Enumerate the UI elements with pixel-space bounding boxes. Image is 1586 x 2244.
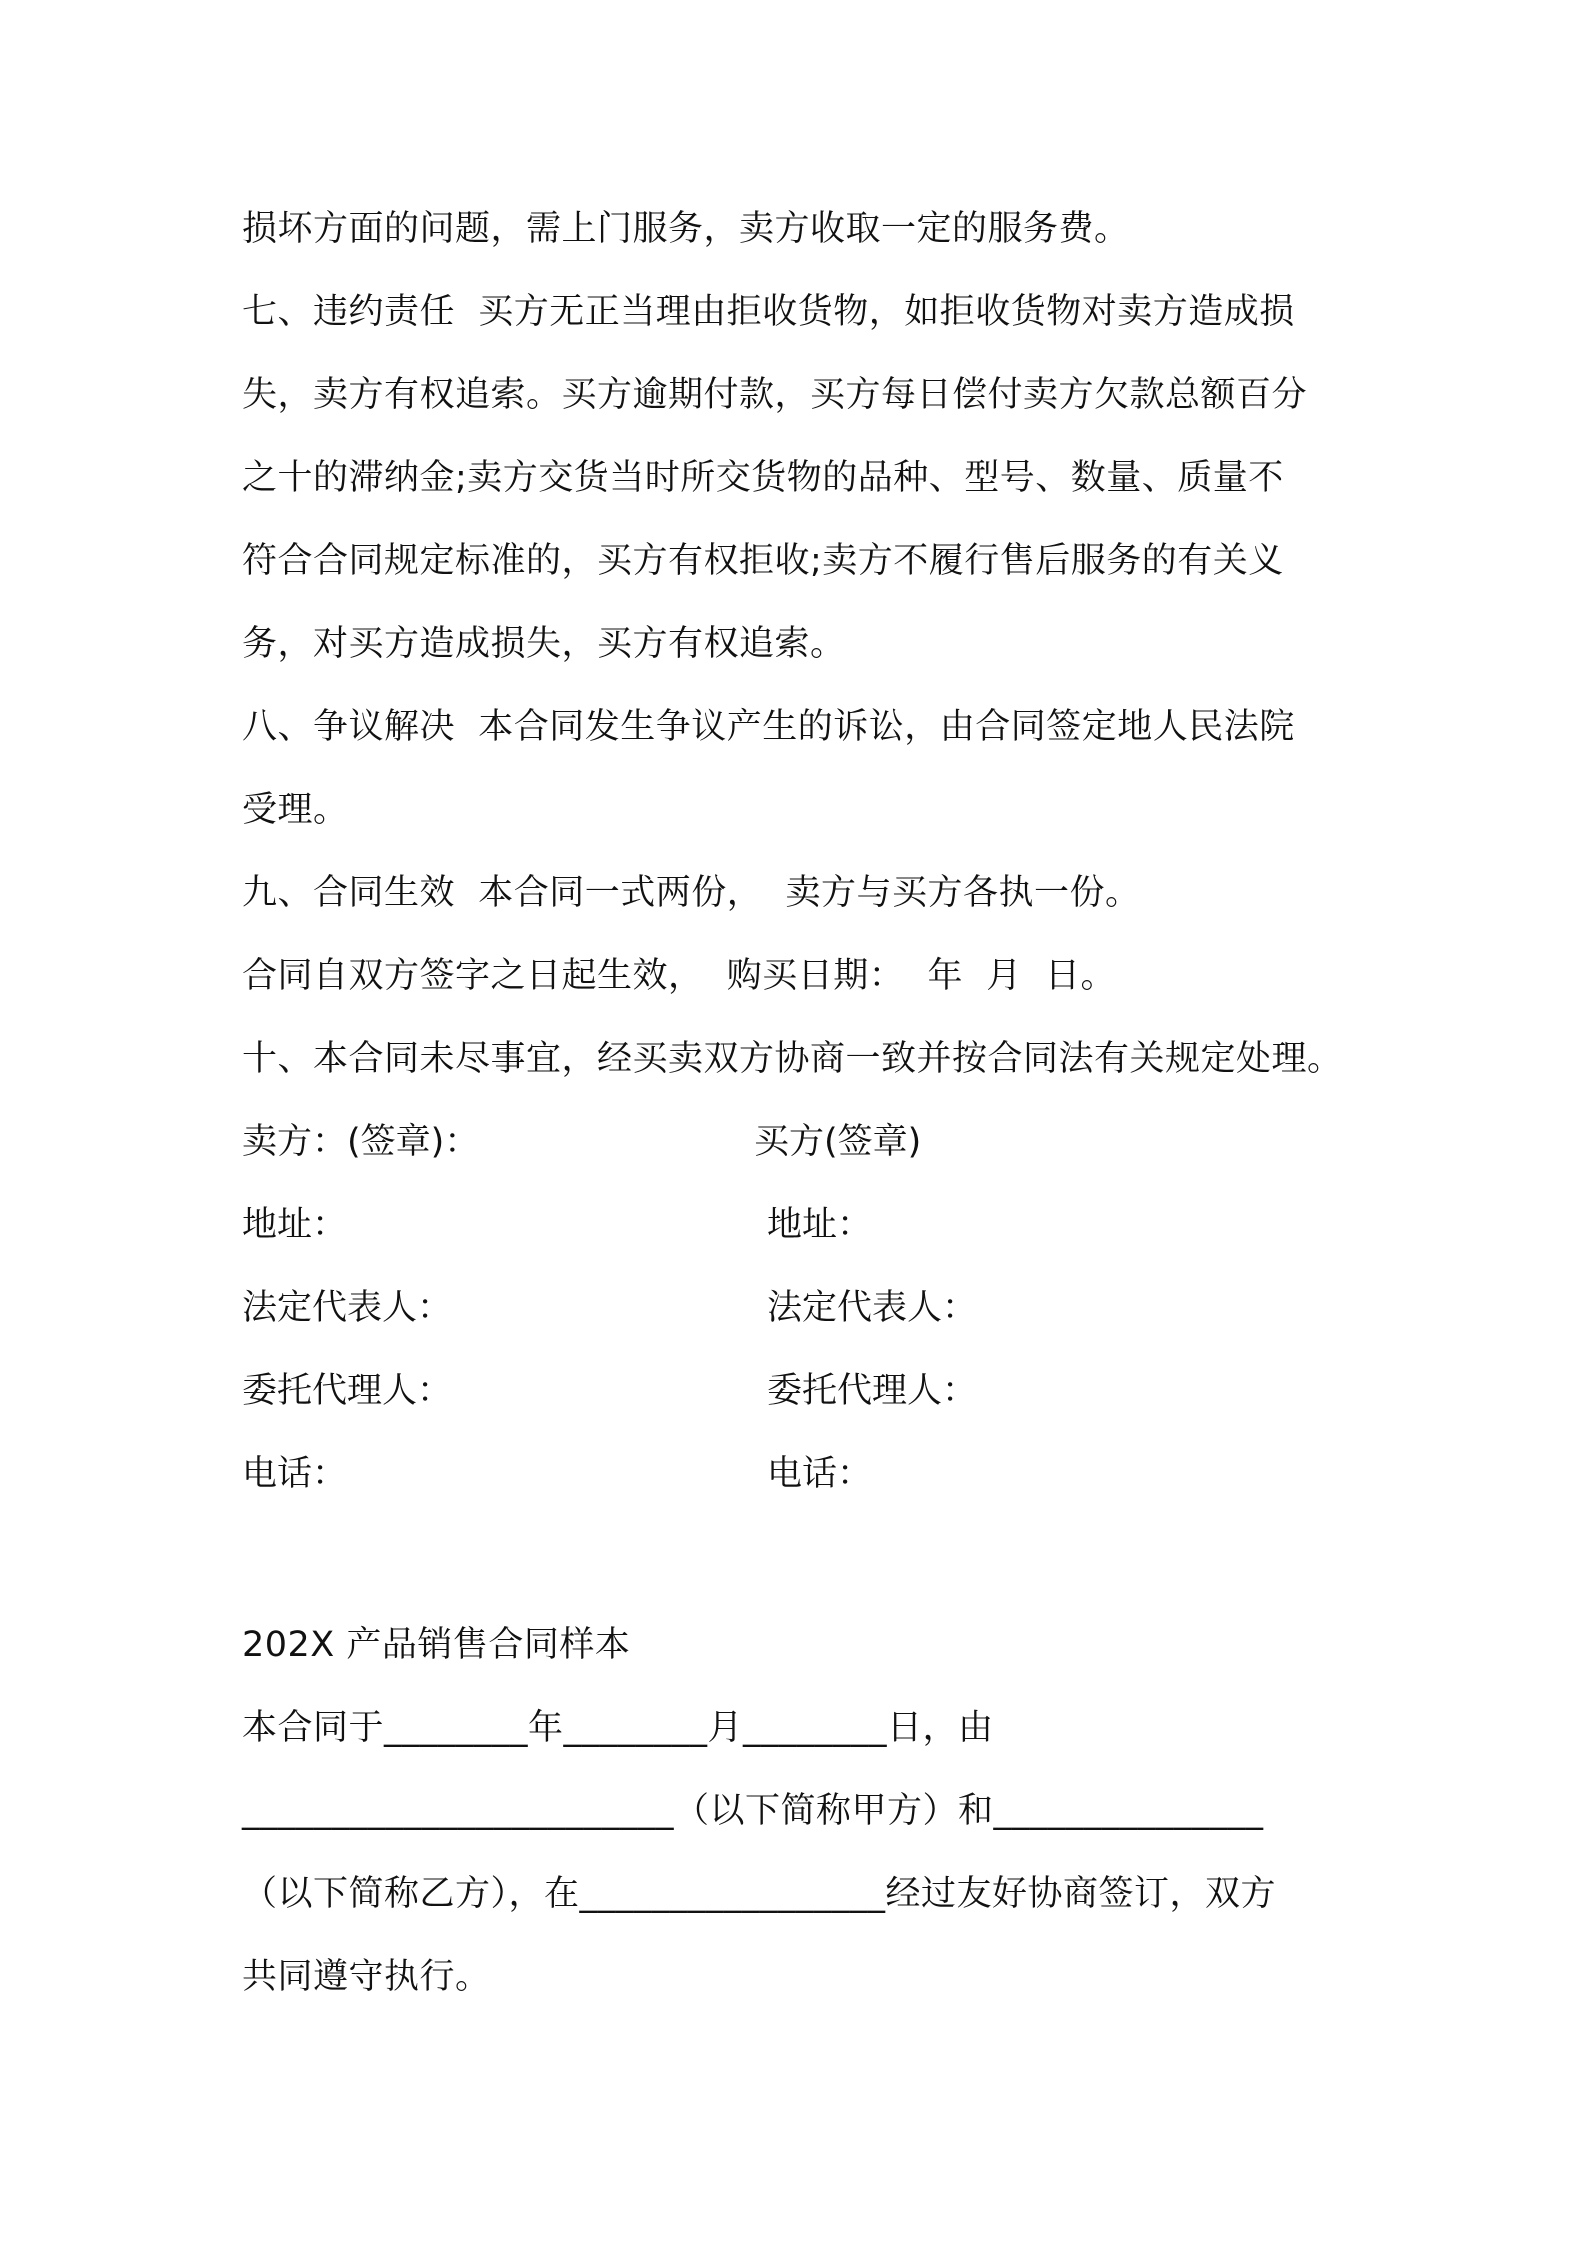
contract-title: 202X 产品销售合同样本 bbox=[242, 1625, 631, 1665]
paragraph-line: 失，卖方有权追索。买方逾期付款，买方每日偿付卖方欠款总额百分 bbox=[242, 375, 1308, 415]
buyer-address-label: 地址： bbox=[767, 1205, 873, 1245]
buyer-agent-label: 委托代理人： bbox=[767, 1371, 978, 1411]
seller-agent-label: 委托代理人： bbox=[242, 1371, 453, 1411]
contract-line: 共同遵守执行。 bbox=[242, 1957, 491, 1997]
paragraph-line: 九、合同生效 本合同一式两份， 卖方与买方各执一份。 bbox=[242, 873, 1141, 913]
signature-row bbox=[242, 1203, 1392, 1247]
paragraph-line: 合同自双方签字之日起生效， 购买日期： 年 月 日。 bbox=[242, 956, 1117, 996]
paragraph-line: 七、违约责任 买方无正当理由拒收货物，如拒收货物对卖方造成损 bbox=[242, 292, 1295, 332]
paragraph-line: 之十的滞纳金;卖方交货当时所交货物的品种、型号、数量、质量不 bbox=[242, 458, 1284, 498]
paragraph-line: 务，对买方造成损失，买方有权追索。 bbox=[242, 624, 846, 664]
signature-row bbox=[242, 1286, 1392, 1330]
paragraph-line: 八、争议解决 本合同发生争议产生的诉讼，由合同签定地人民法院 bbox=[242, 707, 1295, 747]
seller-legal-rep-label: 法定代表人： bbox=[242, 1288, 453, 1328]
signature-row bbox=[242, 1369, 1392, 1413]
paragraph-line: 损坏方面的问题，需上门服务，卖方收取一定的服务费。 bbox=[242, 209, 1130, 249]
paragraph-line: 受理。 bbox=[242, 790, 349, 830]
paragraph-line: 符合合同规定标准的，买方有权拒收;卖方不履行售后服务的有关义 bbox=[242, 541, 1284, 581]
seller-seal-label: 卖方：(签章)： bbox=[242, 1122, 480, 1162]
buyer-phone-label: 电话： bbox=[767, 1454, 873, 1494]
buyer-seal-label: 买方(签章) bbox=[754, 1122, 922, 1162]
contract-line: ________________________（以下简称甲方）和_______________ bbox=[242, 1791, 1264, 1831]
paragraph-line: 十、本合同未尽事宜，经买卖双方协商一致并按合同法有关规定处理。 bbox=[242, 1039, 1343, 1079]
signature-row bbox=[242, 1120, 1392, 1164]
buyer-legal-rep-label: 法定代表人： bbox=[767, 1288, 978, 1328]
seller-phone-label: 电话： bbox=[242, 1454, 348, 1494]
seller-address-label: 地址： bbox=[242, 1205, 348, 1245]
contract-line: 本合同于________年________月________日，由 bbox=[242, 1708, 994, 1748]
signature-row bbox=[242, 1452, 1392, 1496]
contract-line: （以下简称乙方），在_________________经过友好协商签订，双方 bbox=[242, 1874, 1277, 1914]
